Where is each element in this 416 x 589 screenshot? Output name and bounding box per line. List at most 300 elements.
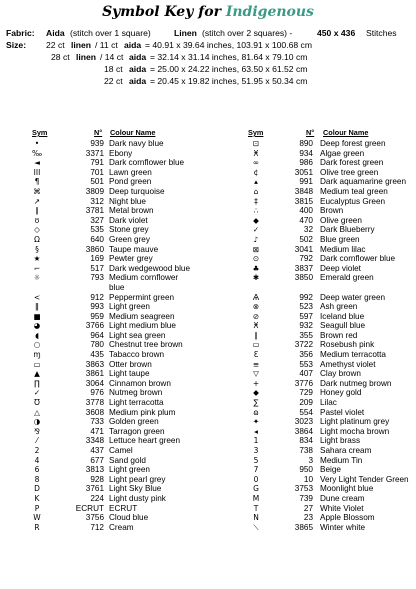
symbol-glyph: ▭ — [33, 359, 41, 369]
thread-number: 739 — [299, 493, 313, 503]
key-row — [240, 168, 416, 178]
symbol-glyph: ✱ — [252, 273, 260, 283]
key-row — [240, 436, 416, 446]
key-row — [0, 331, 230, 341]
key-row — [0, 139, 230, 149]
key-row — [0, 484, 230, 494]
symbol-glyph: ǁ — [35, 302, 39, 312]
key-row — [240, 360, 416, 370]
symbol-glyph: ◂ — [254, 426, 258, 436]
key-row — [0, 465, 230, 475]
symbol-glyph: ⊠ — [252, 244, 260, 254]
fabric-aida-note: (stitch over 1 square) — [70, 28, 151, 38]
symbol-glyph: ⊗ — [252, 302, 260, 312]
thread-number: 3756 — [85, 513, 104, 523]
symbol-glyph: 6 — [34, 465, 40, 475]
colour-name: Light pearl grey — [109, 474, 166, 484]
symbol-glyph: ▴ — [254, 177, 258, 187]
key-row — [0, 197, 230, 207]
colour-name: Sand gold — [109, 455, 146, 465]
fabric-label: Fabric: — [6, 28, 35, 38]
symbol-glyph: ★ — [33, 254, 41, 264]
key-row — [0, 427, 230, 437]
size-4-ct: 22 ct — [104, 76, 123, 86]
key-row — [240, 235, 416, 245]
key-row — [240, 264, 416, 274]
key-row — [240, 427, 416, 437]
symbol-glyph: ◇ — [34, 225, 40, 235]
symbol-glyph: ♣ — [252, 263, 260, 273]
key-row — [240, 273, 416, 283]
key-row — [0, 379, 230, 389]
key-row — [240, 494, 416, 504]
key-row — [0, 273, 230, 283]
key-row — [0, 408, 230, 418]
thread-number: 553 — [299, 359, 313, 369]
key-row — [0, 446, 230, 456]
thread-number: 470 — [299, 215, 313, 225]
thread-number: 3860 — [85, 244, 104, 254]
key-row — [0, 216, 230, 226]
thread-number: 939 — [90, 139, 104, 148]
colour-name: Light terracotta — [109, 398, 164, 408]
thread-number: 793 — [90, 273, 104, 283]
symbol-glyph: 1 — [253, 436, 259, 446]
symbol-glyph: ʊ — [34, 215, 40, 225]
colour-name: Brown — [320, 206, 344, 216]
thread-number: 780 — [90, 340, 104, 350]
colour-name: Lawn green — [109, 167, 152, 177]
size-1-ct2: / 11 ct — [95, 40, 118, 50]
size-2-linen: linen — [76, 52, 97, 62]
left-key-column — [0, 139, 230, 532]
thread-number: 224 — [90, 493, 104, 503]
colour-name: Medium cornflower — [109, 273, 179, 283]
colour-name: Light medium blue — [109, 321, 176, 331]
colour-name: Medium seagreen — [109, 311, 175, 321]
key-row — [240, 331, 416, 341]
key-row — [240, 283, 416, 293]
key-row — [0, 388, 230, 398]
symbol-glyph: ⁄ — [36, 436, 38, 446]
symbol-glyph: ☼ — [33, 273, 41, 283]
thread-number: 934 — [299, 148, 313, 158]
key-row — [0, 245, 230, 255]
thread-number: 502 — [299, 234, 313, 244]
thread-number: 3051 — [294, 167, 313, 177]
colour-name: Dark forest green — [320, 158, 384, 168]
symbol-glyph: M — [252, 493, 260, 503]
colour-name: Pewter grey — [109, 254, 153, 264]
thread-number: 3 — [308, 455, 313, 465]
thread-number: 3348 — [85, 436, 104, 446]
size-2-ct: 28 ct — [51, 52, 70, 62]
symbol-glyph: ▲ — [34, 369, 40, 379]
key-row — [0, 235, 230, 245]
colour-name: Pond green — [109, 177, 152, 187]
key-row — [240, 187, 416, 197]
thread-number: 701 — [90, 167, 104, 177]
thread-number: 3813 — [85, 465, 104, 475]
thread-number: 10 — [303, 474, 313, 484]
right-header-name: Colour Name — [323, 128, 369, 137]
size-1-ct: 22 ct — [46, 40, 65, 50]
key-row — [240, 245, 416, 255]
symbol-glyph: ◕ — [33, 321, 41, 331]
thread-number: 3864 — [294, 426, 313, 436]
key-row — [0, 398, 230, 408]
colour-name: Dark violet — [109, 215, 148, 225]
symbol-glyph: P — [34, 503, 40, 513]
colour-name: Green grey — [109, 234, 150, 244]
key-row — [240, 158, 416, 168]
key-row — [0, 254, 230, 264]
size-1-aida: aida — [124, 40, 142, 50]
symbol-glyph: △ — [34, 407, 40, 417]
fabric-aida: Aida — [46, 28, 65, 38]
key-row — [240, 302, 416, 312]
colour-name: Lettuce heart green — [109, 436, 181, 446]
symbol-glyph: ▭ — [252, 340, 260, 350]
symbol-glyph: § — [35, 244, 39, 254]
colour-name: Camel — [109, 446, 133, 455]
symbol-glyph: + — [252, 378, 260, 388]
thread-number: 3837 — [294, 263, 313, 273]
key-row — [0, 456, 230, 466]
symbol-glyph: ✦ — [252, 417, 260, 427]
symbol-glyph: ⊙ — [252, 254, 260, 264]
colour-name: Pastel violet — [320, 407, 365, 417]
symbol-glyph: ⅋ — [34, 426, 40, 436]
key-row — [0, 523, 230, 533]
colour-name: Cream — [109, 522, 134, 532]
size-3-ct: 18 ct — [104, 64, 123, 74]
thread-number: 912 — [90, 292, 104, 302]
key-row — [240, 465, 416, 475]
symbol-glyph: ⌐ — [33, 263, 41, 273]
symbol-glyph: 3 — [253, 446, 259, 455]
symbol-glyph: Ӿ — [253, 321, 259, 331]
key-row — [0, 206, 230, 216]
symbol-glyph: ∥ — [254, 330, 258, 340]
thread-number: 3778 — [85, 398, 104, 408]
key-row — [0, 158, 230, 168]
stitch-word: Stitches — [366, 28, 397, 38]
symbol-glyph: ◑ — [33, 417, 41, 427]
thread-number: 32 — [303, 225, 313, 235]
thread-number: 834 — [299, 436, 313, 446]
thread-number: 23 — [303, 513, 313, 523]
key-row — [240, 149, 416, 159]
symbol-glyph: ♪ — [253, 234, 259, 244]
colour-name: Very Light Tender Green — [320, 474, 409, 484]
colour-name: Light mocha brown — [320, 426, 390, 436]
key-row — [0, 149, 230, 159]
thread-number: 169 — [90, 254, 104, 264]
thread-number: 400 — [299, 206, 313, 216]
fabric-linen-note: (stitch over 2 squares) - — [202, 28, 293, 38]
thread-number: 950 — [299, 465, 313, 475]
key-row — [0, 475, 230, 485]
colour-name: Medium lilac — [320, 244, 366, 254]
symbol-glyph: Ɛ — [253, 350, 259, 360]
thread-number: 733 — [90, 417, 104, 427]
key-row — [240, 408, 416, 418]
key-row — [0, 225, 230, 235]
colour-name: Cloud blue — [109, 513, 149, 523]
size-2-aida: aida — [129, 52, 147, 62]
symbol-glyph: ∴ — [253, 206, 259, 216]
thread-number: 992 — [299, 292, 313, 302]
key-row — [240, 446, 416, 456]
symbol-glyph: ◖ — [35, 330, 39, 340]
key-row — [0, 436, 230, 446]
colour-name: Olive tree green — [320, 167, 379, 177]
thread-number: 355 — [299, 330, 313, 340]
symbol-glyph: ∥ — [35, 206, 39, 216]
thread-number: 928 — [90, 474, 104, 484]
symbol-glyph: ✓ — [252, 225, 260, 235]
symbol-glyph: ✓ — [33, 388, 41, 398]
thread-number: 312 — [90, 196, 104, 206]
size-4-aida: aida — [129, 76, 147, 86]
symbol-glyph: Ω — [34, 234, 40, 244]
colour-name: Ebony — [109, 148, 133, 158]
symbol-glyph: • — [34, 139, 40, 148]
right-header-no: N° — [306, 128, 315, 137]
thread-number: 327 — [90, 215, 104, 225]
key-row — [240, 177, 416, 187]
symbol-glyph: D — [34, 484, 40, 494]
size-3-dims: = 25.00 x 24.22 inches, 63.50 x 61.52 cm — [150, 64, 308, 74]
key-row — [0, 177, 230, 187]
thread-number: 3815 — [294, 196, 313, 206]
thread-number: ECRUT — [75, 503, 104, 513]
symbol-glyph: < — [33, 292, 41, 302]
colour-name: Clay brown — [320, 369, 361, 379]
colour-name: Olive green — [320, 215, 362, 225]
symbol-glyph: Ӿ — [253, 148, 259, 158]
symbol-glyph: 5 — [253, 455, 259, 465]
symbol-glyph: ∞ — [252, 158, 260, 168]
colour-name: Dark cornflower blue — [109, 158, 185, 168]
symbol-glyph: ⊡ — [252, 139, 260, 148]
symbol-glyph: ◆ — [253, 388, 259, 398]
colour-name: Blue green — [320, 234, 360, 244]
colour-name: Moonlight blue — [320, 484, 374, 494]
key-row — [240, 456, 416, 466]
thread-number: 640 — [90, 234, 104, 244]
symbol-glyph: ↗ — [33, 196, 41, 206]
symbol-glyph: ⌂ — [253, 186, 259, 196]
thread-number: 407 — [299, 369, 313, 379]
thread-number: 3850 — [294, 273, 313, 283]
thread-number: 3608 — [85, 407, 104, 417]
thread-number: 3041 — [294, 244, 313, 254]
key-row — [240, 475, 416, 485]
size-1-linen: linen — [71, 40, 92, 50]
thread-number: 597 — [299, 311, 313, 321]
thread-number: 993 — [90, 302, 104, 312]
symbol-glyph: G — [253, 484, 259, 494]
key-row — [0, 302, 230, 312]
key-row — [0, 350, 230, 360]
thread-number: 932 — [299, 321, 313, 331]
thread-number: 3371 — [85, 148, 104, 158]
symbol-glyph: ◆ — [253, 215, 259, 225]
colour-name: Deep water green — [320, 292, 386, 302]
symbol-glyph: ‡ — [254, 196, 258, 206]
colour-name: Light brass — [320, 436, 361, 446]
key-row — [240, 417, 416, 427]
key-row — [0, 321, 230, 331]
key-row — [0, 168, 230, 178]
colour-name: Medium teal green — [320, 186, 388, 196]
thread-number: 471 — [90, 426, 104, 436]
key-row — [240, 312, 416, 322]
symbol-glyph: K — [34, 493, 40, 503]
key-row — [240, 388, 416, 398]
size-2-ct2: / 14 ct — [100, 52, 124, 62]
colour-name: Golden green — [109, 417, 159, 427]
colour-name: Rosebush pink — [320, 340, 375, 350]
thread-number: 712 — [90, 522, 104, 532]
symbol-glyph: ■ — [33, 311, 41, 321]
colour-name: Ash green — [320, 302, 358, 312]
colour-name: White Violet — [320, 503, 364, 513]
key-row — [240, 216, 416, 226]
colour-name: Cinnamon brown — [109, 378, 171, 388]
thread-number: 501 — [90, 177, 104, 187]
symbol-glyph: W — [33, 513, 41, 523]
colour-name: Light green — [109, 465, 150, 475]
colour-name: Light platinum grey — [320, 417, 390, 427]
colour-name: Beige — [320, 465, 341, 475]
colour-name: Dark nutmeg brown — [320, 378, 392, 388]
colour-name: Deep violet — [320, 263, 361, 273]
colour-name: Seagull blue — [320, 321, 366, 331]
symbol-glyph: ▽ — [253, 369, 259, 379]
symbol-glyph: ⊘ — [252, 311, 260, 321]
thread-number: 792 — [299, 254, 313, 264]
symbol-glyph: ⌘ — [33, 186, 41, 196]
key-row — [240, 293, 416, 303]
thread-number: 738 — [299, 446, 313, 455]
thread-number: 677 — [90, 455, 104, 465]
thread-number: 437 — [90, 446, 104, 455]
thread-number: 976 — [90, 388, 104, 398]
key-row — [0, 494, 230, 504]
key-row — [0, 360, 230, 370]
key-row — [0, 340, 230, 350]
symbol-glyph: N — [253, 513, 259, 523]
page-title — [0, 4, 416, 20]
key-row — [0, 369, 230, 379]
right-key-column — [240, 139, 416, 532]
colour-name: blue — [109, 282, 125, 292]
colour-name: Peppermint green — [109, 292, 175, 302]
key-row — [0, 264, 230, 274]
symbol-glyph: 4 — [34, 455, 40, 465]
colour-name: Medium Tin — [320, 455, 363, 465]
thread-number: 517 — [90, 263, 104, 273]
size-3-aida: aida — [129, 64, 147, 74]
colour-name: Metal brown — [109, 206, 154, 216]
key-row — [240, 484, 416, 494]
colour-name: Taupe mauve — [109, 244, 159, 254]
key-row — [240, 321, 416, 331]
key-row — [240, 350, 416, 360]
symbol-glyph: 8 — [34, 474, 40, 484]
colour-name: Honey gold — [320, 388, 362, 398]
thread-number: 3848 — [294, 186, 313, 196]
symbol-glyph: ⟍ — [253, 522, 259, 532]
colour-name: Light sea green — [109, 330, 166, 340]
left-header-name: Colour Name — [110, 128, 156, 137]
thread-number: 3863 — [85, 359, 104, 369]
colour-name: Eucalyptus Green — [320, 196, 386, 206]
colour-name: Dark cornflower blue — [320, 254, 396, 264]
colour-name: Dark Blueberry — [320, 225, 375, 235]
symbol-glyph: T — [253, 503, 259, 513]
key-row — [0, 312, 230, 322]
colour-name: Iceland blue — [320, 311, 365, 321]
colour-name: Nutmeg brown — [109, 388, 163, 398]
symbol-glyph: ∑ — [253, 398, 259, 408]
symbol-glyph: 0 — [253, 474, 259, 484]
key-row — [240, 523, 416, 533]
thread-number: 964 — [90, 330, 104, 340]
colour-name: Medium terracotta — [320, 350, 386, 360]
thread-number: 535 — [90, 225, 104, 235]
thread-number: 791 — [90, 158, 104, 168]
thread-number: 991 — [299, 177, 313, 187]
symbol-glyph: 2 — [34, 446, 40, 455]
key-row — [240, 369, 416, 379]
colour-name: Light green — [109, 302, 150, 312]
thread-number: 3766 — [85, 321, 104, 331]
colour-name: Chestnut tree brown — [109, 340, 183, 350]
colour-name: Dune cream — [320, 493, 365, 503]
symbol-glyph: ¢ — [253, 167, 259, 177]
key-row — [240, 379, 416, 389]
symbol-glyph: ○ — [33, 340, 41, 350]
thread-number: 3861 — [85, 369, 104, 379]
symbol-glyph: ɱ — [33, 350, 41, 360]
colour-name: Lilac — [320, 398, 337, 408]
key-row — [240, 504, 416, 514]
thread-number: 3064 — [85, 378, 104, 388]
colour-name: Light dusty pink — [109, 493, 166, 503]
colour-name: Medium pink plum — [109, 407, 176, 417]
colour-name: Dark wedgewood blue — [109, 263, 191, 273]
colour-name: Tarragon green — [109, 426, 165, 436]
thread-number: 209 — [299, 398, 313, 408]
colour-name: Deep turquoise — [109, 186, 165, 196]
key-row — [240, 197, 416, 207]
thread-number: 3781 — [85, 206, 104, 216]
symbol-glyph: 7 — [253, 465, 259, 475]
key-row — [240, 225, 416, 235]
left-header-no: N° — [94, 128, 103, 137]
colour-name: Otter brown — [109, 359, 152, 369]
right-header-sym: Sym — [248, 128, 264, 137]
colour-name: Apple Blossom — [320, 513, 375, 523]
size-1-dims: = 40.91 x 39.64 inches, 103.91 x 100.68 cm — [145, 40, 312, 50]
thread-number: 554 — [299, 407, 313, 417]
colour-name: Tabacco brown — [109, 350, 165, 360]
colour-name: Dark navy blue — [109, 139, 164, 148]
